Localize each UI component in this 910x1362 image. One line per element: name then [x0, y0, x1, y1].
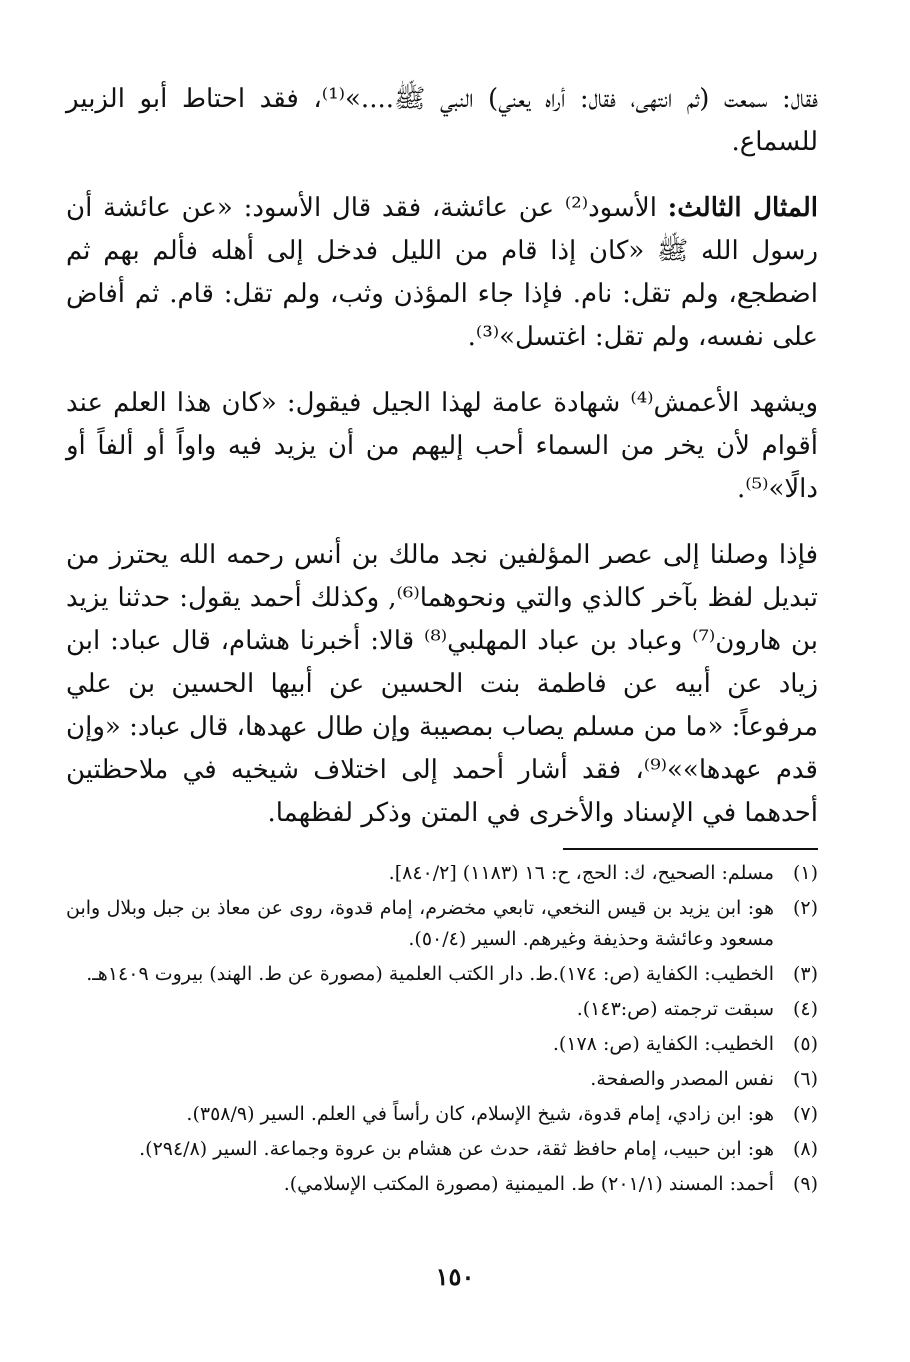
footnote-number: (٢) [792, 897, 818, 919]
paragraph-lead-heading: المثال الثالث: [667, 193, 818, 223]
footnote [66, 1099, 818, 1130]
footnote [66, 1169, 818, 1200]
footnote-number: (٥) [792, 1033, 818, 1055]
footnote-number: (٣) [792, 963, 818, 985]
paragraph [66, 187, 818, 359]
footnote-text: سبقت ترجمته (ص:١٤٣). [576, 998, 774, 1020]
footnote-text: الخطيب: الكفاية (ص: ١٧٨). [552, 1033, 774, 1055]
paragraph-text: فقال: سمعت (ثم انتهى، فقال: أراه يعني) النبي ﷺ....»⁽¹⁾، فقد احتاط أبو الزبير للسماع. [66, 84, 818, 157]
footnote-text: أحمد: المسند (٢٠١/١) ط. الميمنية (مصورة المكتب الإسلامي). [283, 1173, 774, 1195]
paragraph-text: الأسود⁽²⁾ عن عائشة، فقد قال الأسود: «عن عائشة أن رسول الله ﷺ «كان إذا قام من الليل فدخل إلى أهله فألم بهم ثم اضطجع، ولم تقل: نام. فإذا جاء المؤذن وثب، ولم تقل: قام. ثم أفاض على نفسه، ولم تقل: اغتسل»⁽³⁾. [66, 193, 818, 352]
footnote-number: (٩) [792, 1173, 818, 1195]
footnote [66, 893, 818, 955]
footnote-text: هو: ابن حبيب، إمام حافظ ثقة، حدث عن هشام بن عروة وجماعة. السير (٢٩٤/٨). [139, 1138, 774, 1160]
paragraph-text: فإذا وصلنا إلى عصر المؤلفين نجد مالك بن أنس رحمه الله يحترز من تبديل لفظ بآخر كالذي والتي ونحوهما⁽⁶⁾, وكذلك أحمد يقول: حدثنا يزيد بن هارون⁽⁷⁾ وعباد بن عباد المهلبي⁽⁸⁾ قالا: أخبرنا هشام، قال عباد: ابن زياد عن أبيه عن فاطمة بنت الحسين عن أبيها الحسين بن علي مرفوعاً: «ما من مسلم يصاب بمصيبة وإن طال عهدها، قال عباد: «وإن قدم عهدها»»⁽⁹⁾، فقد أشار أحمد إلى اختلاف شيخيه في ملاحظتين أحدهما في الإسناد والأخرى في المتن وذكر لفظهما. [66, 540, 819, 828]
footnote [66, 1134, 818, 1165]
footnote-text: هو: ابن يزيد بن قيس النخعي، تابعي مخضرم، إمام قدوة، روى عن معاذ بن جبل وبلال وابن مسعود وعائشة وحذيفة وغيرهم. السير (٥٠/٤). [66, 897, 774, 950]
footnote [66, 1064, 818, 1095]
footnote-text: نفس المصدر والصفحة. [590, 1068, 774, 1090]
footnote-text: هو: ابن زادي، إمام قدوة، شيخ الإسلام، كان رأساً في العلم. السير (٣٥٨/٩). [186, 1103, 774, 1125]
footnote [66, 994, 818, 1025]
footnote-number: (١) [792, 862, 818, 884]
footnote-number: (٧) [792, 1103, 818, 1125]
footnote-number: (٨) [792, 1138, 818, 1160]
paragraph [66, 78, 818, 164]
footnote-number: (٦) [792, 1068, 818, 1090]
footnote-divider [563, 848, 818, 850]
footnote [66, 1029, 818, 1060]
footnote [66, 959, 818, 990]
footnote-text: مسلم: الصحيح، ك: الحج، ح: ١٦ (١١٨٣) [٨٤٠/٢]. [388, 862, 774, 884]
page-number: ١٥٠ [435, 1262, 475, 1291]
footnote-number: (٤) [792, 998, 818, 1020]
main-text [66, 78, 818, 858]
paragraph-text: ويشهد الأعمش⁽⁴⁾ شهادة عامة لهذا الجيل فيقول: «كان هذا العلم عند أقوام لأن يخر من السماء أحب إليهم من أن يزيد فيه واواً أو ألفاً أو دالًا»⁽⁵⁾. [66, 388, 819, 504]
footnotes-list [66, 858, 818, 1204]
paragraph [66, 382, 818, 511]
footnote [66, 858, 818, 889]
footnote-text: الخطيب: الكفاية (ص: ١٧٤).ط. دار الكتب العلمية (مصورة عن ط. الهند) بيروت ١٤٠٩هـ. [86, 963, 774, 985]
paragraph [66, 534, 818, 835]
